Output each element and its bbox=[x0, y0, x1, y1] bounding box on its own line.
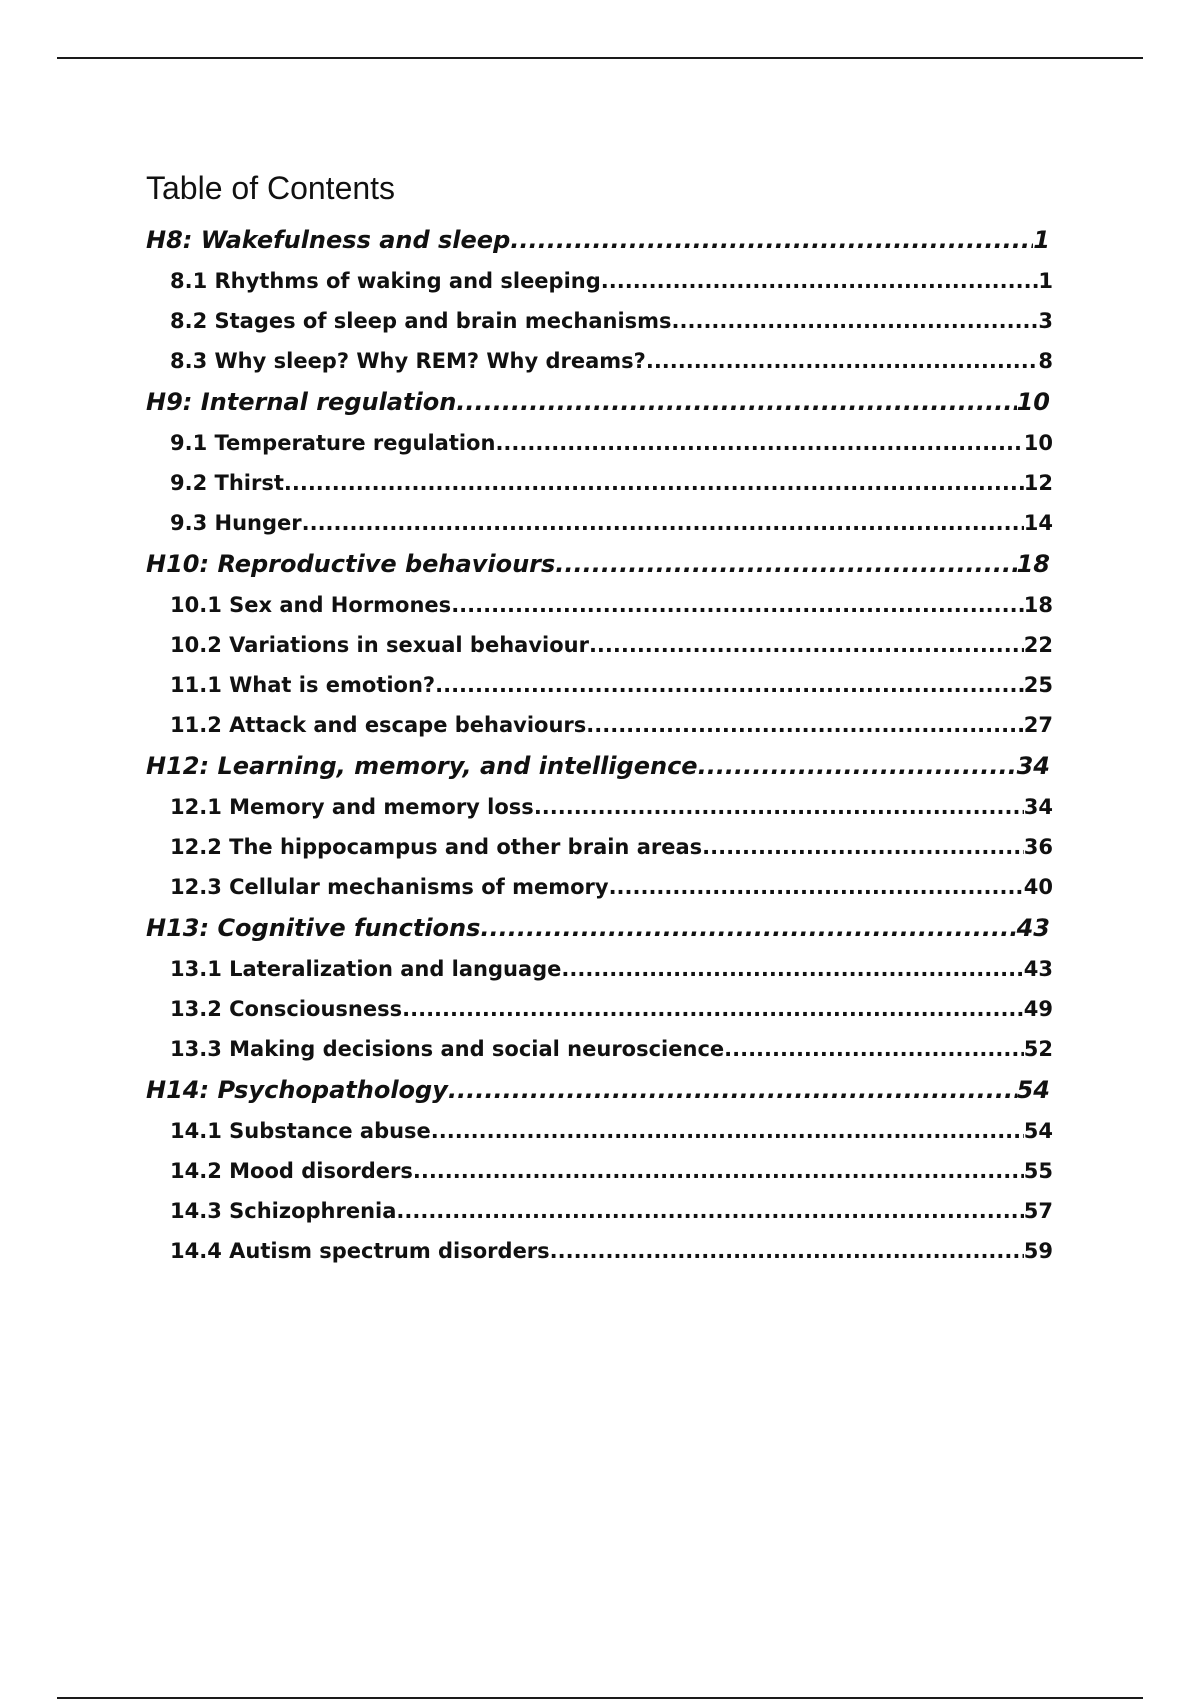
header-rule bbox=[57, 57, 1143, 59]
dot-leader bbox=[448, 1069, 1017, 1111]
toc-section-entry[interactable] bbox=[146, 1151, 1053, 1191]
toc-chapter-entry[interactable] bbox=[146, 745, 1050, 787]
toc-entry-label: 11.1 What is emotion? bbox=[170, 673, 436, 697]
toc-entry-page-number: 54 bbox=[1023, 1119, 1053, 1143]
dot-leader bbox=[589, 625, 1024, 665]
toc-section-entry[interactable] bbox=[146, 1231, 1053, 1271]
dot-leader bbox=[609, 867, 1024, 907]
toc-section-entry[interactable] bbox=[146, 341, 1053, 381]
dot-leader bbox=[586, 705, 1023, 745]
toc-entry-label: H10: Reproductive behaviours bbox=[146, 550, 556, 578]
toc-entry-page-number: 52 bbox=[1023, 1037, 1053, 1061]
toc-section-entry[interactable] bbox=[146, 867, 1053, 907]
dot-leader bbox=[724, 1029, 1024, 1069]
toc-entry-label: 13.2 Consciousness bbox=[170, 997, 403, 1021]
dot-leader bbox=[431, 1111, 1024, 1151]
toc-entry-label: H8: Wakefulness and sleep bbox=[146, 226, 511, 254]
dot-leader bbox=[698, 745, 1017, 787]
toc-entry-page-number: 1 bbox=[1038, 269, 1053, 293]
toc-section-entry[interactable] bbox=[146, 827, 1053, 867]
dot-leader bbox=[495, 423, 1023, 463]
dot-leader bbox=[550, 1231, 1024, 1271]
toc-entry-page-number: 12 bbox=[1023, 471, 1053, 495]
toc-entry-page-number: 49 bbox=[1023, 997, 1053, 1021]
dot-leader bbox=[451, 585, 1024, 625]
toc-entry-page-number: 25 bbox=[1023, 673, 1053, 697]
toc-section-entry[interactable] bbox=[146, 423, 1053, 463]
toc-entry-label: 14.1 Substance abuse bbox=[170, 1119, 431, 1143]
toc-entry-label: 14.4 Autism spectrum disorders bbox=[170, 1239, 550, 1263]
toc-entry-label: 12.1 Memory and memory loss bbox=[170, 795, 534, 819]
dot-leader bbox=[402, 989, 1024, 1029]
toc-entry-page-number: 18 bbox=[1023, 593, 1053, 617]
toc-entry-label: 9.3 Hunger bbox=[170, 511, 302, 535]
toc-entry-page-number: 8 bbox=[1038, 349, 1053, 373]
dot-leader bbox=[302, 503, 1024, 543]
toc-entry-page-number: 55 bbox=[1023, 1159, 1053, 1183]
toc-entry-page-number: 57 bbox=[1023, 1199, 1053, 1223]
dot-leader bbox=[534, 787, 1024, 827]
dot-leader bbox=[456, 381, 1016, 423]
toc-section-entry[interactable] bbox=[146, 949, 1053, 989]
toc-entry-page-number: 34 bbox=[1023, 795, 1053, 819]
toc-section-entry[interactable] bbox=[146, 1191, 1053, 1231]
toc-entry-page-number: 43 bbox=[1023, 957, 1053, 981]
dot-leader bbox=[646, 341, 1039, 381]
toc-entry-label: 14.3 Schizophrenia bbox=[170, 1199, 397, 1223]
toc-entry-label: 9.2 Thirst bbox=[170, 471, 284, 495]
dot-leader bbox=[561, 949, 1023, 989]
toc-entry-label: H9: Internal regulation bbox=[146, 388, 457, 416]
dot-leader bbox=[555, 543, 1016, 585]
table-of-contents bbox=[146, 165, 1053, 1271]
dot-leader bbox=[510, 219, 1033, 261]
toc-entry-label: H12: Learning, memory, and intelligence bbox=[146, 752, 698, 780]
toc-entry-page-number: 18 bbox=[1016, 550, 1050, 578]
toc-section-entry[interactable] bbox=[146, 1029, 1053, 1069]
dot-leader bbox=[480, 907, 1016, 949]
toc-entry-label: 12.2 The hippocampus and other brain areas bbox=[170, 835, 703, 859]
dot-leader bbox=[413, 1151, 1024, 1191]
toc-section-entry[interactable] bbox=[146, 585, 1053, 625]
toc-section-entry[interactable] bbox=[146, 665, 1053, 705]
toc-entry-page-number: 40 bbox=[1023, 875, 1053, 899]
toc-section-entry[interactable] bbox=[146, 787, 1053, 827]
toc-chapter-entry[interactable] bbox=[146, 1069, 1050, 1111]
toc-entry-label: 13.3 Making decisions and social neuroscience bbox=[170, 1037, 725, 1061]
toc-entry-label: H13: Cognitive functions bbox=[146, 914, 481, 942]
toc-section-entry[interactable] bbox=[146, 989, 1053, 1029]
dot-leader bbox=[284, 463, 1024, 503]
toc-entry-page-number: 34 bbox=[1016, 752, 1050, 780]
toc-entry-label: 9.1 Temperature regulation bbox=[170, 431, 496, 455]
toc-section-entry[interactable] bbox=[146, 625, 1053, 665]
toc-entry-label: 8.1 Rhythms of waking and sleeping bbox=[170, 269, 601, 293]
toc-section-entry[interactable] bbox=[146, 503, 1053, 543]
toc-title: Table of Contents bbox=[146, 170, 396, 206]
toc-section-entry[interactable] bbox=[146, 705, 1053, 745]
toc-entry-page-number: 36 bbox=[1023, 835, 1053, 859]
toc-entry-page-number: 1 bbox=[1033, 226, 1050, 254]
toc-entry-label: 12.3 Cellular mechanisms of memory bbox=[170, 875, 609, 899]
footer-rule bbox=[57, 1697, 1143, 1699]
toc-entry-page-number: 3 bbox=[1038, 309, 1053, 333]
toc-chapter-entry[interactable] bbox=[146, 219, 1050, 261]
toc-entry-page-number: 27 bbox=[1023, 713, 1053, 737]
toc-entry-page-number: 54 bbox=[1016, 1076, 1050, 1104]
toc-entry-label: 10.1 Sex and Hormones bbox=[170, 593, 452, 617]
toc-section-entry[interactable] bbox=[146, 301, 1053, 341]
dot-leader bbox=[672, 301, 1039, 341]
dot-leader bbox=[601, 261, 1039, 301]
toc-chapter-entry[interactable] bbox=[146, 907, 1050, 949]
toc-chapter-entry[interactable] bbox=[146, 543, 1050, 585]
toc-section-entry[interactable] bbox=[146, 261, 1053, 301]
toc-entry-page-number: 22 bbox=[1023, 633, 1053, 657]
toc-chapter-entry[interactable] bbox=[146, 381, 1050, 423]
toc-entry-label: 8.3 Why sleep? Why REM? Why dreams? bbox=[170, 349, 646, 373]
toc-entry-label: 8.2 Stages of sleep and brain mechanisms bbox=[170, 309, 672, 333]
toc-section-entry[interactable] bbox=[146, 463, 1053, 503]
toc-entry-label: 14.2 Mood disorders bbox=[170, 1159, 413, 1183]
dot-leader bbox=[702, 827, 1024, 867]
toc-entry-label: 11.2 Attack and escape behaviours bbox=[170, 713, 587, 737]
toc-entry-page-number: 14 bbox=[1023, 511, 1053, 535]
toc-entry-page-number: 59 bbox=[1023, 1239, 1053, 1263]
toc-entry-label: 10.2 Variations in sexual behaviour bbox=[170, 633, 589, 657]
dot-leader bbox=[396, 1191, 1023, 1231]
toc-entry-label: 13.1 Lateralization and language bbox=[170, 957, 562, 981]
toc-entry-page-number: 10 bbox=[1023, 431, 1053, 455]
dot-leader bbox=[435, 665, 1024, 705]
toc-entry-page-number: 43 bbox=[1016, 914, 1050, 942]
toc-entry-page-number: 10 bbox=[1016, 388, 1050, 416]
toc-section-entry[interactable] bbox=[146, 1111, 1053, 1151]
toc-list bbox=[146, 219, 1053, 1271]
toc-entry-label: H14: Psychopathology bbox=[146, 1076, 448, 1104]
